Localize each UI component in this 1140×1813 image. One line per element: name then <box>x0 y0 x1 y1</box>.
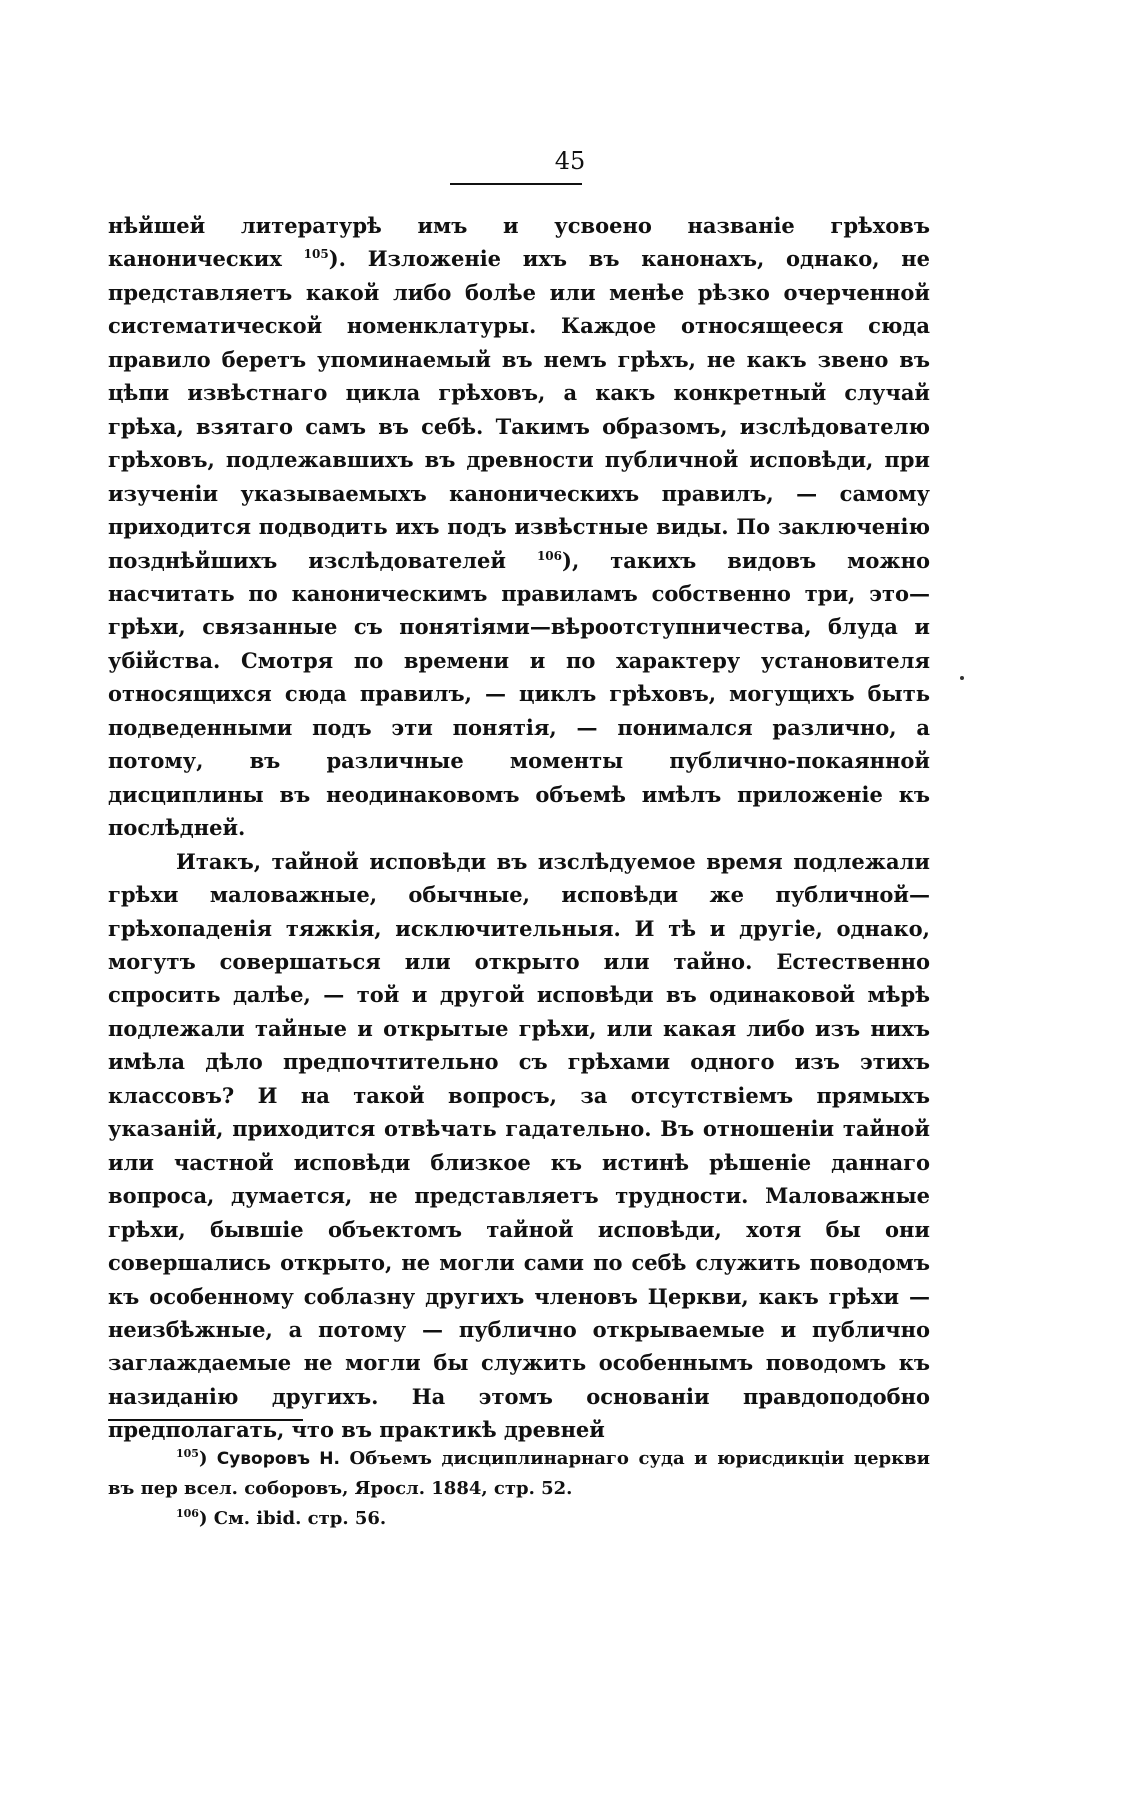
footnote-rule <box>108 1419 303 1421</box>
paragraph-text: ). Изложеніе ихъ въ канонахъ, однако, не представляетъ какой либо болѣе или менѣе рѣзко очерченной систематической номенклатуры. Каждое относящееся сюда правило беретъ упоминаемый въ немъ грѣхъ, не какъ звено въ цѣпи извѣстнаго цикла грѣховъ, а какъ конкретный случай грѣха, взятаго самъ въ себѣ. Такимъ образомъ, изслѣдователю грѣховъ, подлежавшихъ въ древности публичной исповѣди, при изученіи указываемыхъ каноническихъ правилъ, — самому приходится подводить ихъ подъ извѣстные виды. По заключенію позднѣйшихъ изслѣдователей <box>108 246 930 573</box>
footnote-author: Суворовъ Н. <box>207 1449 340 1469</box>
footnote-number: 105 <box>176 1447 199 1460</box>
footnote: $^{105}$) Суворовъ Н. Объемъ дисциплинарнаго суда и юрисдикціи церкви въ пер всел. соборовъ, Яросл. 1884, стр. 52. <box>108 1447 930 1499</box>
footnotes <box>108 1444 930 1534</box>
footnote-reference: 106 <box>536 548 563 563</box>
footnote-text: Объемъ дисциплинарнаго суда и юрисдикціи церкви въ пер всел. соборовъ, Яросл. 1884, стр. 52. <box>108 1448 930 1499</box>
scan-dot <box>960 676 964 680</box>
page-number-rule <box>450 183 582 185</box>
page-number: 45 <box>554 147 586 175</box>
footnote-text: См. ibid. стр. 56. <box>207 1508 387 1529</box>
paragraph <box>108 209 930 845</box>
footnote: $^{106}$) См. ibid. стр. 56. <box>176 1507 387 1529</box>
paragraph <box>108 845 930 1447</box>
footnote-reference: 105 <box>303 247 329 262</box>
footnote-number: 106 <box>176 1507 199 1520</box>
paragraph-text: Итакъ, тайной исповѣди въ изслѣдуемое время подлежали грѣхи маловажные, обычные, исповѣди же публичной—грѣхопаденія тяжкія, исключительныя. И тѣ и другіе, однако, могутъ совершаться или открыто или тайно. Естественно спросить далѣе, — той и другой исповѣди въ одинаковой мѣрѣ подлежали тайные и открытые грѣхи, или какая либо изъ нихъ имѣла дѣло предпочтительно съ грѣхами одного изъ этихъ классовъ? И на такой вопросъ, за отсутствіемъ прямыхъ указаній, приходится отвѣчать гадательно. Въ отношеніи тайной или частной исповѣди близкое къ истинѣ рѣшеніе даннаго вопроса, думается, не представляетъ трудности. Маловажные грѣхи, бывшіе объектомъ тайной исповѣди, хотя бы они совершались открыто, не могли сами по себѣ служить поводомъ къ особенному соблазну другихъ членовъ Церкви, какъ грѣхи — неизбѣжные, а потому — публично открываемые и публично заглаждаемые не могли бы служить особеннымъ поводомъ къ назиданію другихъ. На этомъ основаніи правдоподобно предполагать, что въ практикѣ древней <box>108 848 930 1443</box>
body-text <box>108 209 930 1447</box>
paragraph-text: нѣйшей литературѣ имъ и усвоено названіе грѣховъ канонических <box>108 213 930 272</box>
paragraph-text: ), такихъ видовъ можно насчитать по каноническимъ правиламъ собственно три, это—грѣхи, связанные съ понятіями—вѣроотступничества, блуда и убійства. Смотря по времени и по характеру установителя относящихся сюда правилъ, — циклъ грѣховъ, могущихъ быть подведенными подъ эти понятія, — понимался различно, а потому, въ различные моменты публично-покаянной дисциплины въ неодинаковомъ объемѣ имѣлъ приложеніе къ послѣдней. <box>108 547 930 841</box>
